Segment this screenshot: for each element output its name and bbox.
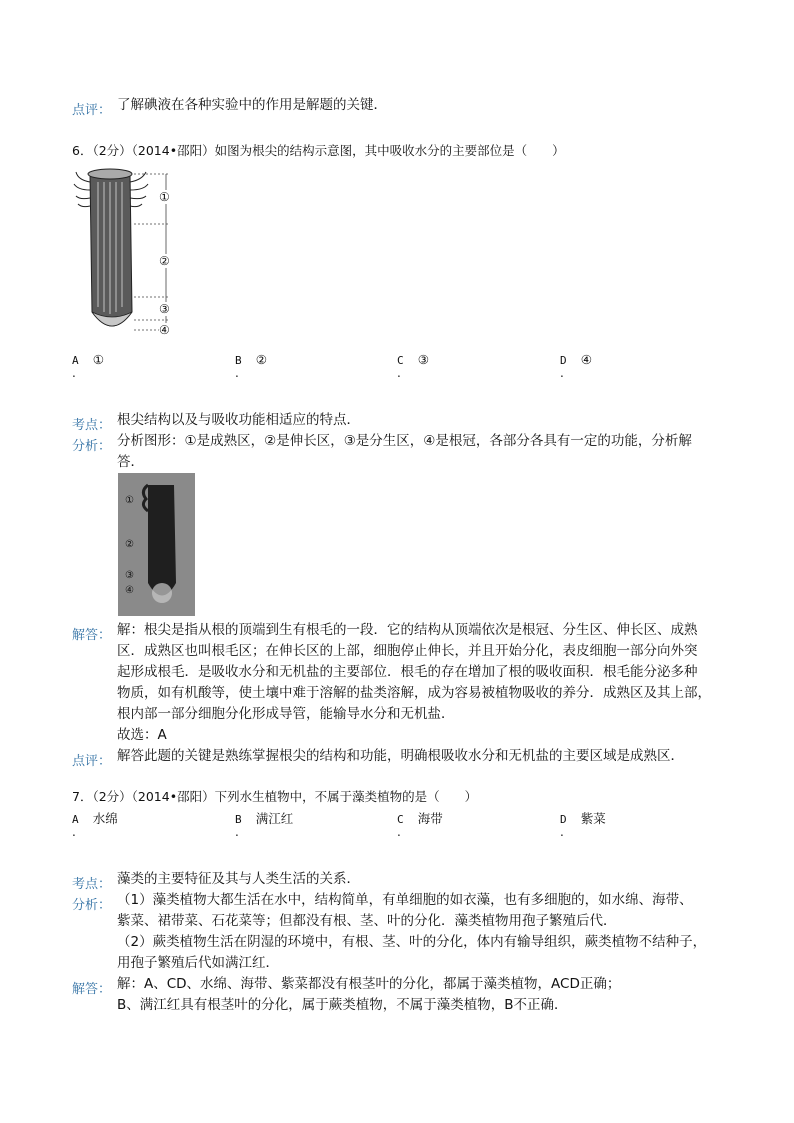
q6-fenxi-line-2: 答．	[117, 454, 144, 470]
q6-option-d[interactable]: D ④ .	[560, 352, 592, 380]
q7-option-c-letter: C	[397, 813, 404, 826]
q6-jieda-line: 起形成根毛．是吸收水分和无机盐的主要部位．根毛的存在增加了根的吸收面积．根毛能分泌多种	[117, 664, 698, 680]
q7-option-b[interactable]: B 满江红 .	[235, 811, 294, 839]
q7-option-d[interactable]: D 紫菜 .	[560, 811, 606, 839]
photo-mark-1: ①	[125, 495, 134, 506]
q6-stem: 6．（2分）（2014•邵阳）如图为根尖的结构示意图，其中吸收水分的主要部位是（ ）	[72, 143, 565, 158]
q7-options	[72, 809, 672, 843]
q7-option-d-letter: D	[560, 813, 567, 826]
diagram-mark-3: ③	[159, 302, 170, 316]
q6-option-c-letter: C	[397, 354, 404, 367]
photo-mark-2: ②	[125, 539, 134, 550]
q7-option-c[interactable]: C 海带 .	[397, 811, 443, 839]
q6-answer: 故选：A	[117, 727, 167, 743]
prev-dianping-text: 了解碘液在各种实验中的作用是解题的关键．	[117, 97, 387, 113]
q7-jieda-line: 解：A、CD、水绵、海带、紫菜都没有根茎叶的分化，都属于藻类植物，ACD正确；	[117, 976, 621, 992]
q6-jieda-line: 区．成熟区也叫根毛区；在伸长区的上部，细胞停止伸长，并且开始分化，表皮细胞一部分向外突	[117, 643, 698, 659]
root-tip-photo	[118, 473, 195, 616]
q6-dianping-text: 解答此题的关键是熟练掌握根尖的结构和功能，明确根吸收水分和无机盐的主要区域是成熟区．	[117, 748, 684, 764]
photo-mark-4: ④	[125, 585, 134, 596]
photo-mark-3: ③	[125, 570, 134, 581]
prev-dianping-label: 点评：	[72, 103, 112, 118]
q6-kaodian-text: 根尖结构以及与吸收功能相适应的特点．	[117, 412, 360, 428]
q6-kaodian-label: 考点：	[72, 418, 112, 433]
q6-option-b-text: ②	[255, 352, 267, 367]
q6-option-b-letter: B	[235, 354, 242, 367]
q6-jieda-line: 解：根尖是指从根的顶端到生有根毛的一段．它的结构从顶端依次是根冠、分生区、伸长区、成熟	[117, 622, 698, 638]
q6-dianping-label: 点评：	[72, 754, 112, 769]
q6-option-d-text: ④	[580, 352, 592, 367]
q6-option-d-letter: D	[560, 354, 567, 367]
q6-fenxi-label: 分析：	[72, 439, 112, 454]
diagram-mark-4: ④	[159, 323, 170, 337]
q6-option-c-text: ③	[417, 352, 429, 367]
q6-fenxi-line-1: 分析图形：①是成熟区，②是伸长区，③是分生区，④是根冠，各部分各具有一定的功能，分析解	[117, 433, 692, 449]
q6-options	[72, 352, 672, 386]
q7-option-b-letter: B	[235, 813, 242, 826]
q7-option-a-text: 水绵	[92, 811, 118, 826]
q7-fenxi-line: 用孢子繁殖后代如满江红．	[117, 955, 279, 971]
q7-fenxi-line: （2）蕨类植物生活在阴湿的环境中，有根、茎、叶的分化，体内有输导组织，蕨类植物不结种子，	[117, 934, 707, 950]
q7-fenxi-body	[117, 890, 747, 974]
q7-fenxi-line: （1）藻类植物大都生活在水中，结构简单，有单细胞的如衣藻，也有多细胞的，如水绵、海带、	[117, 892, 693, 908]
q6-option-a-text: ①	[92, 352, 104, 367]
q7-option-a[interactable]: A 水绵 .	[72, 811, 118, 839]
q6-jieda-body	[117, 620, 737, 746]
q7-kaodian-text: 藻类的主要特征及其与人类生活的关系．	[117, 871, 360, 887]
q6-jieda-label: 解答：	[72, 628, 112, 643]
q7-option-a-letter: A	[72, 813, 79, 826]
q7-option-c-text: 海带	[417, 811, 443, 826]
root-tip-diagram	[72, 162, 202, 344]
q6-jieda-line: 物质，如有机酸等，使土壤中难于溶解的盐类溶解，成为容易被植物吸收的养分．成熟区及其上部，	[117, 685, 711, 701]
q6-option-a[interactable]: A ① .	[72, 352, 104, 380]
q7-fenxi-line: 紫菜、裙带菜、石花菜等；但都没有根、茎、叶的分化．藻类植物用孢子繁殖后代．	[117, 913, 617, 929]
q6-jieda-line: 根内部一部分细胞分化形成导管，能输导水分和无机盐．	[117, 706, 455, 722]
q7-fenxi-label: 分析：	[72, 898, 112, 913]
q7-jieda-body	[117, 974, 747, 1016]
diagram-mark-2: ②	[159, 254, 170, 268]
q7-stem: 7．（2分）（2014•邵阳）下列水生植物中，不属于藻类植物的是（ ）	[72, 789, 478, 804]
q7-option-b-text: 满江红	[255, 811, 294, 826]
q6-option-b[interactable]: B ② .	[235, 352, 267, 380]
q7-jieda-line: B、满江红具有根茎叶的分化，属于蕨类植物，不属于藻类植物，B不正确．	[117, 997, 568, 1013]
q6-option-c[interactable]: C ③ .	[397, 352, 429, 380]
q7-option-d-text: 紫菜	[580, 811, 606, 826]
q7-jieda-label: 解答：	[72, 982, 112, 997]
q6-option-a-letter: A	[72, 354, 79, 367]
root-tip-svg	[72, 162, 202, 344]
diagram-mark-1: ①	[159, 190, 170, 204]
q7-kaodian-label: 考点：	[72, 877, 112, 892]
